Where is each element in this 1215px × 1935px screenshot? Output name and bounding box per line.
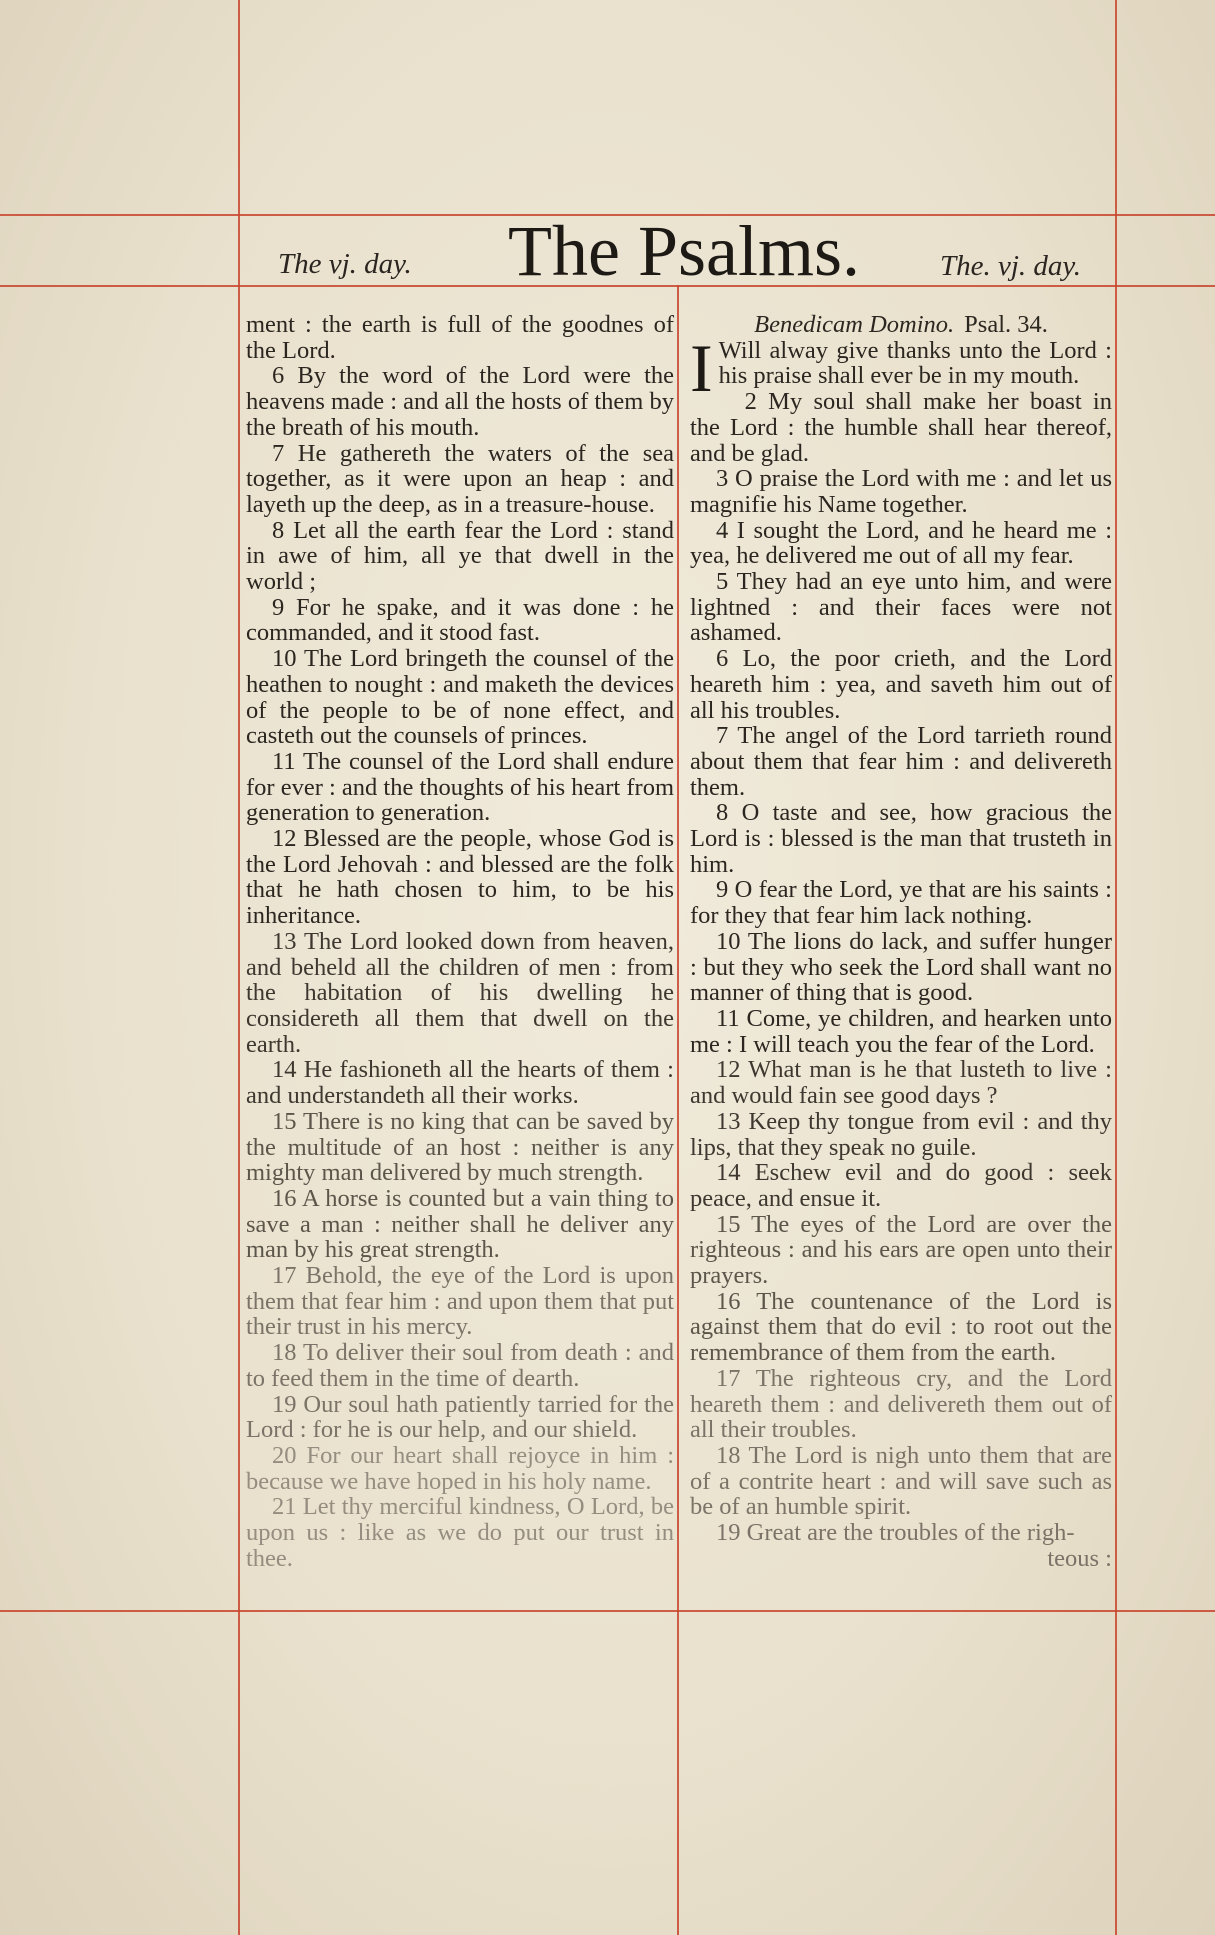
verse: ment : the earth is full of the goodnes of the Lord. xyxy=(246,311,674,364)
verse: 13 Keep thy tongue from evil : and thy lips, that they speak no guile. xyxy=(690,1107,1112,1161)
right-text-column xyxy=(690,312,1112,1571)
first-verse-text: Will alway give thanks unto the Lord : his praise shall ever be in my mouth. xyxy=(718,336,1112,390)
verse: 18 To deliver their soul from death : and to feed them in the time of dearth. xyxy=(246,1339,674,1392)
verse: 8 Let all the earth fear the Lord : stand in awe of him, all ye that dwell in the world ; xyxy=(246,516,674,596)
verse: 2 My soul shall make her boast in the Lord : the humble shall hear thereof, and be glad. xyxy=(690,388,1112,467)
page-header xyxy=(0,210,1215,290)
verse: 19 Our soul hath patiently tarried for the Lord : for he is our help, and our shield. xyxy=(246,1390,674,1444)
verse: 12 What man is he that lusteth to live : and would fain see good days ? xyxy=(690,1056,1112,1110)
footer-rule xyxy=(0,1610,1215,1612)
verse: 5 They had an eye unto him, and were lightned : and their faces were not ashamed. xyxy=(690,568,1112,647)
drop-cap-letter: I xyxy=(690,329,713,406)
verse: 17 Behold, the eye of the Lord is upon them that fear him : and upon them that put their trust in his mercy. xyxy=(246,1262,674,1341)
verse: 15 There is no king that can be saved by the multitude of an host : neither is any mighty man delivered by much strength. xyxy=(246,1107,674,1187)
verse: 4 I sought the Lord, and he heard me : yea, he delivered me out of all my fear. xyxy=(690,516,1112,570)
verse: 17 The righteous cry, and the Lord heareth them : and delivereth them out of all their troubles. xyxy=(690,1364,1112,1444)
margin-rule-left xyxy=(238,0,240,1935)
verse: 21 Let thy merciful kindness, O Lord, be upon us : like as we do put our trust in thee. xyxy=(246,1493,674,1572)
verse: 20 For our heart shall rejoyce in him : because we have hoped in his holy name. xyxy=(246,1441,674,1495)
verse: 18 The Lord is nigh unto them that are of a contrite heart : and will save such as be of an humble spirit. xyxy=(690,1441,1112,1521)
verse: 7 He gathereth the waters of the sea together, as it were upon an heap : and layeth up the deep, as in a treasure-house. xyxy=(246,439,674,518)
verse: 11 The counsel of the Lord shall endure for ever : and the thoughts of his heart from generation to generation. xyxy=(246,747,674,827)
running-head-left: The vj. day. xyxy=(278,248,412,280)
catchword: teous : xyxy=(1047,1544,1112,1572)
right-verse-list xyxy=(690,389,1112,1546)
psalm-heading xyxy=(690,312,1112,338)
left-text-column xyxy=(246,312,674,1571)
running-head-right: The. vj. day. xyxy=(940,250,1081,282)
psalm-latin-title: Benedicam Domino. xyxy=(754,311,955,338)
verse: 19 Great are the troubles of the righ- xyxy=(716,1519,1075,1547)
verse: 7 The angel of the Lord tarrieth round about them that fear him : and delivereth them. xyxy=(690,722,1112,801)
verse: 8 O taste and see, how gracious the Lord is : blessed is the man that trusteth in him. xyxy=(690,799,1112,878)
verse: 3 O praise the Lord with me : and let us magnifie his Name together. xyxy=(690,465,1112,518)
first-verse xyxy=(690,329,1112,406)
verse: 6 Lo, the poor crieth, and the Lord heareth him : yea, and saveth him out of all his troubles. xyxy=(690,645,1112,724)
verse: 9 For he spake, and it was done : he commanded, and it stood fast. xyxy=(246,593,674,647)
verse: 16 The countenance of the Lord is against them that do evil : to root out the remembrance of them from the earth. xyxy=(690,1287,1112,1367)
verse: 12 Blessed are the people, whose God is the Lord Jehovah : and blessed are the folk that he hath chosen to him, to be his inheritance. xyxy=(246,825,674,930)
page-title: The Psalms. xyxy=(508,211,860,291)
verse: 13 The Lord looked down from heaven, and beheld all the children of men : from the habitation of his dwelling he considereth all them that dwell on the earth. xyxy=(246,927,674,1058)
verse: 11 Come, ye children, and hearken unto me : I will teach you the fear of the Lord. xyxy=(690,1004,1112,1058)
verse: 16 A horse is counted but a vain thing to save a man : neither shall he deliver any man by his great strength. xyxy=(246,1184,674,1264)
verse: 14 Eschew evil and do good : seek peace, and ensue it. xyxy=(690,1159,1112,1212)
psalm-number: Psal. 34. xyxy=(964,311,1048,338)
verse: 6 By the word of the Lord were the heavens made : and all the hosts of them by the breath of his mouth. xyxy=(246,362,674,441)
verse: 15 The eyes of the Lord are over the righteous : and his ears are open unto their prayers. xyxy=(690,1210,1112,1290)
verse: 9 O fear the Lord, ye that are his saints : for they that fear him lack nothing. xyxy=(690,876,1112,930)
verse: 10 The Lord bringeth the counsel of the heathen to nought : and maketh the devices of the people to be of none effect, and casteth out the counsels of princes. xyxy=(246,645,674,750)
verse: 10 The lions do lack, and suffer hunger : but they who seek the Lord shall want no manner of thing that is good. xyxy=(690,927,1112,1007)
verse: 14 He fashioneth all the hearts of them : and understandeth all their works. xyxy=(246,1056,674,1110)
column-rule-center xyxy=(677,285,679,1935)
margin-rule-right xyxy=(1115,0,1117,1935)
